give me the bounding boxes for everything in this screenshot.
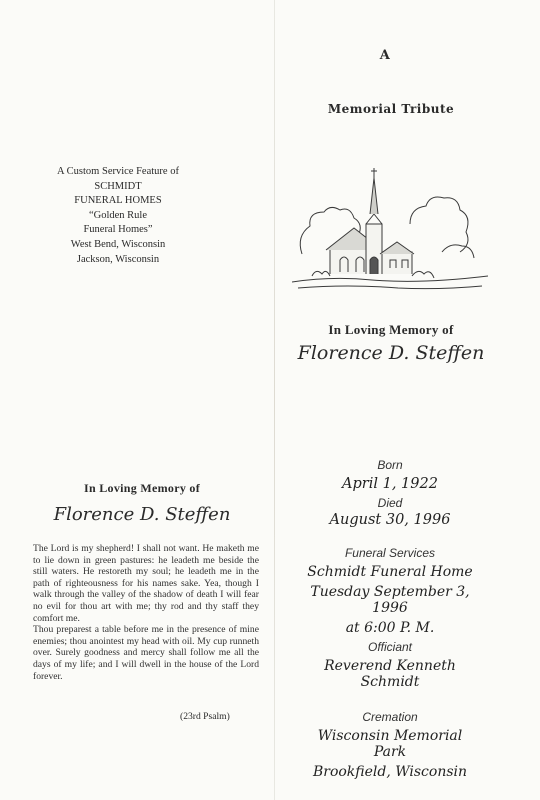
cremation-city: Brookfield, Wisconsin <box>312 764 468 780</box>
funeral-home-credit <box>38 165 198 267</box>
officiant-label: Officiant <box>367 640 412 654</box>
tribute-heading-a: A <box>379 48 391 63</box>
psalm-text <box>33 543 259 682</box>
psalm-paragraph: The Lord is my shepherd! I shall not want. He maketh me to lie down in green pastures: he leadeth me beside the still waters. He restoreth my soul; he leadeth me in the path of righteousness for his names sake. Yea, though I walk through the valley of the shadow of death I will fear no evil for thou art with me; thy rod and thy staff they comfort me. <box>33 543 259 624</box>
credit-line: Funeral Homes” <box>83 224 153 236</box>
services-time: at 6:00 P. M. <box>345 620 435 636</box>
services-place: Schmidt Funeral Home <box>307 564 473 580</box>
died-date: August 30, 1996 <box>329 512 451 528</box>
service-details <box>300 458 480 780</box>
services-date: Tuesday September 3, 1996 <box>310 584 470 616</box>
psalm-paragraph: Thou preparest a table before me in the presence of mine enemies; thou anointest my head with oil. My cup runneth over. Surely goodness and mercy shall follow me all the days of my life; and I will dwell in the house of the Lord forever. <box>33 624 259 682</box>
tribute-title: Memorial Tribute <box>327 102 455 116</box>
died-label: Died <box>377 496 403 510</box>
right-deceased-name: Florence D. Steffen <box>297 342 485 364</box>
credit-line: Jackson, Wisconsin <box>76 253 160 265</box>
cremation-place: Wisconsin Memorial Park <box>317 728 463 760</box>
cremation-label: Cremation <box>362 710 418 724</box>
church-illustration <box>292 164 488 296</box>
right-memory-label: In Loving Memory of <box>328 322 454 337</box>
credit-line: SCHMIDT <box>94 180 142 192</box>
officiant-name: Reverend Kenneth Schmidt <box>324 658 456 690</box>
psalm-source: (23rd Psalm) <box>180 711 230 722</box>
credit-line: West Bend, Wisconsin <box>70 238 166 250</box>
services-label: Funeral Services <box>344 546 436 560</box>
born-label: Born <box>377 458 403 472</box>
left-memory-label: In Loving Memory of <box>83 481 201 495</box>
credit-line: “Golden Rule <box>88 209 148 221</box>
left-deceased-name: Florence D. Steffen <box>53 504 231 525</box>
credit-line: A Custom Service Feature of <box>57 166 179 177</box>
credit-line: FUNERAL HOMES <box>74 195 162 207</box>
born-date: April 1, 1922 <box>342 476 438 492</box>
fold-line <box>274 0 275 800</box>
